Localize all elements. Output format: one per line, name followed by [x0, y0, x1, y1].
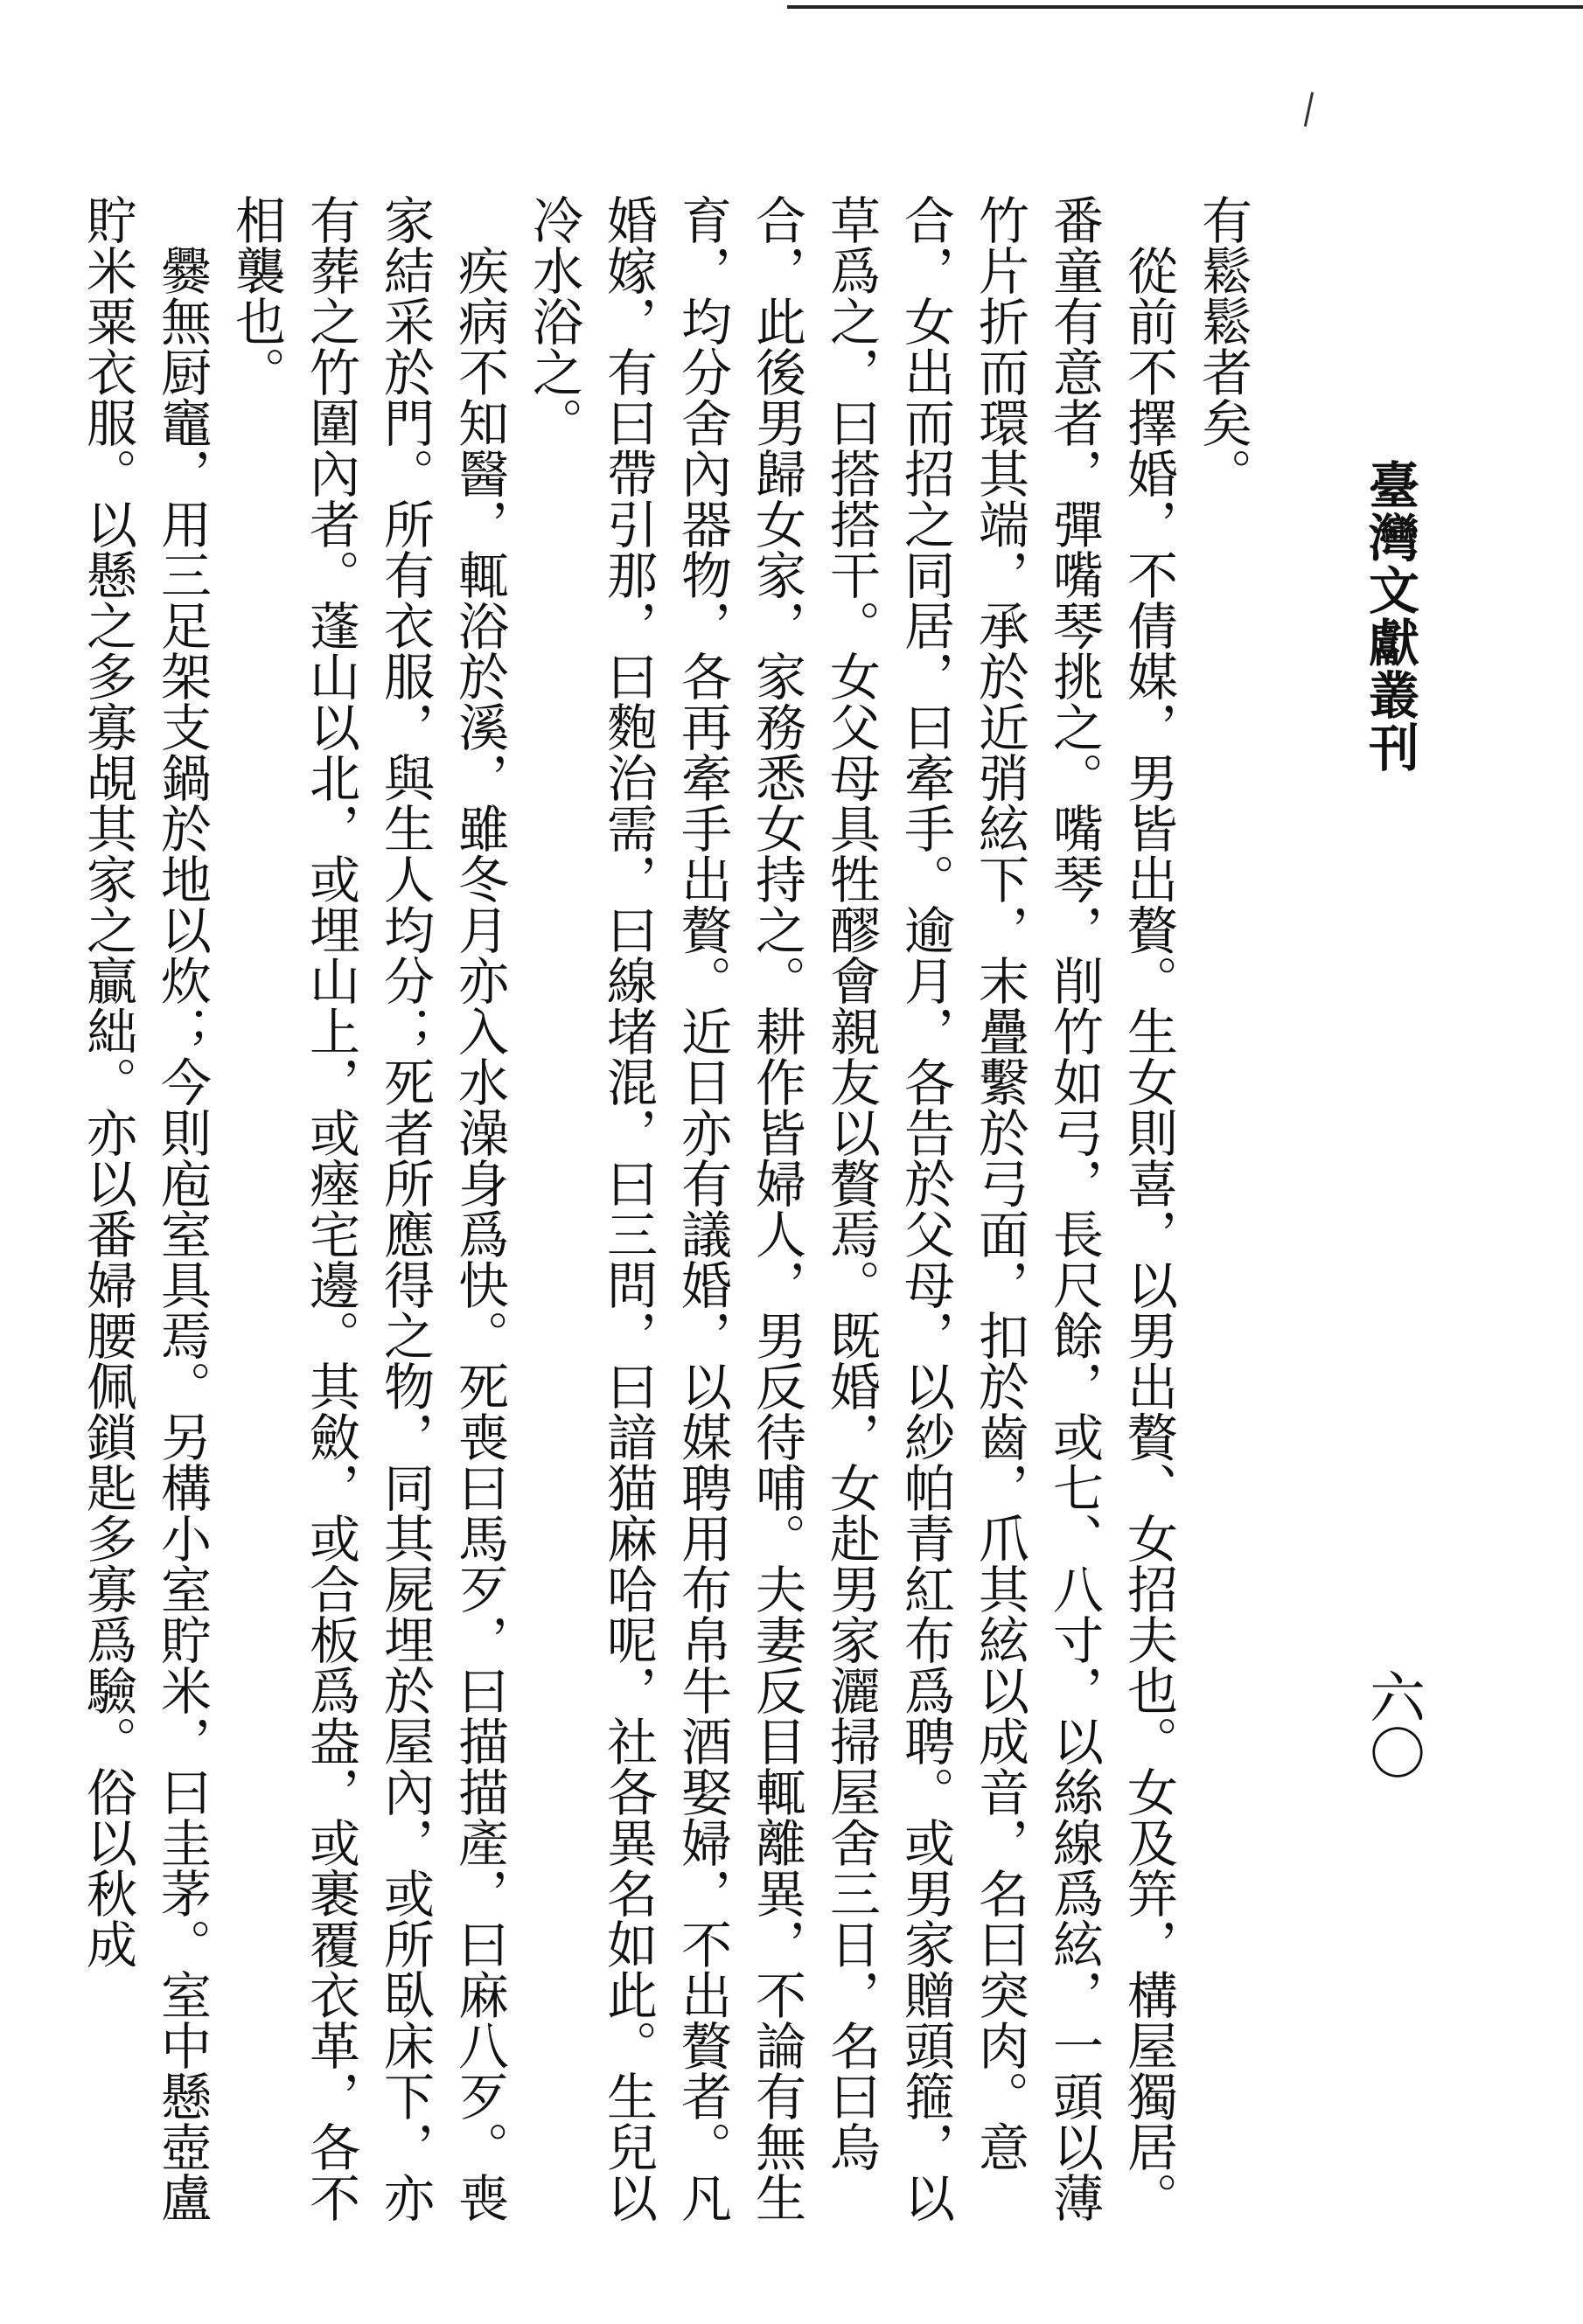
paragraph-3: 疾病不知醫，輒浴於溪，雖冬月亦入水澡身爲快。死喪曰馬歹，曰描描產，曰麻八歹。喪家結采於門。所有衣服，與生人均分；死者所應得之物，同其屍埋於屋內，或所臥床下，亦有葬之竹圍內者。蓬山以北，或埋山上，或瘞宅邊。其斂，或合板爲盎，或裹覆衣革，各不相襲也。 — [227, 194, 509, 2223]
paragraph-2: 從前不擇婚，不倩媒，男皆出贅。生女則喜，以男出贅、女招夫也。女及笄，構屋獨居。番童有意者，彈嘴琴挑之。嘴琴，削竹如弓，長尺餘，或七、八寸，以絲線爲絃，一頭以薄竹片折而環其端，承於近弰絃下，末疊繫於弓面，扣於齒，爪其絃以成音，名曰突肉。意合，女出而招之同居，曰牽手。逾月，各告於父母，以紗帕青紅布爲聘。或男家贈頭箍，以草爲之，曰搭搭干。女父母具牲醪會親友以贅焉。既婚，女赴男家灑掃屋舍三日，名曰烏合，此後男歸女家，家務悉女持之。耕作皆婦人，男反待哺。夫妻反目輒離異，不論有無生育，均分舍內器物，各再牽手出贅。近日亦有議婚，以媒聘用布帛牛酒娶婦，不出贅者。凡婚嫁，有曰帶引那，曰麭治需，曰線堵混，曰三問，曰諳猫麻哈呢，社各異名如此。生兒以冷水浴之。 — [524, 194, 1178, 2223]
paragraph-1: 有鬆鬆者矣。 — [1193, 194, 1252, 498]
running-header-title: 臺灣文獻叢刊 — [1360, 459, 1419, 774]
stray-mark — [1304, 92, 1314, 127]
top-rule — [787, 5, 1583, 9]
page-number: 六〇 — [1360, 1668, 1425, 1780]
paragraph-4: 爨無厨竈，用三足架支鍋於地以炊；今則庖室具焉。另構小室貯米，曰圭茅。室中懸壺盧貯米粟衣服。以懸之多寡覘其家之贏絀。亦以番婦腰佩鎖匙多寡爲驗。俗以秋成 — [78, 194, 212, 2223]
body-text — [78, 194, 1259, 2258]
